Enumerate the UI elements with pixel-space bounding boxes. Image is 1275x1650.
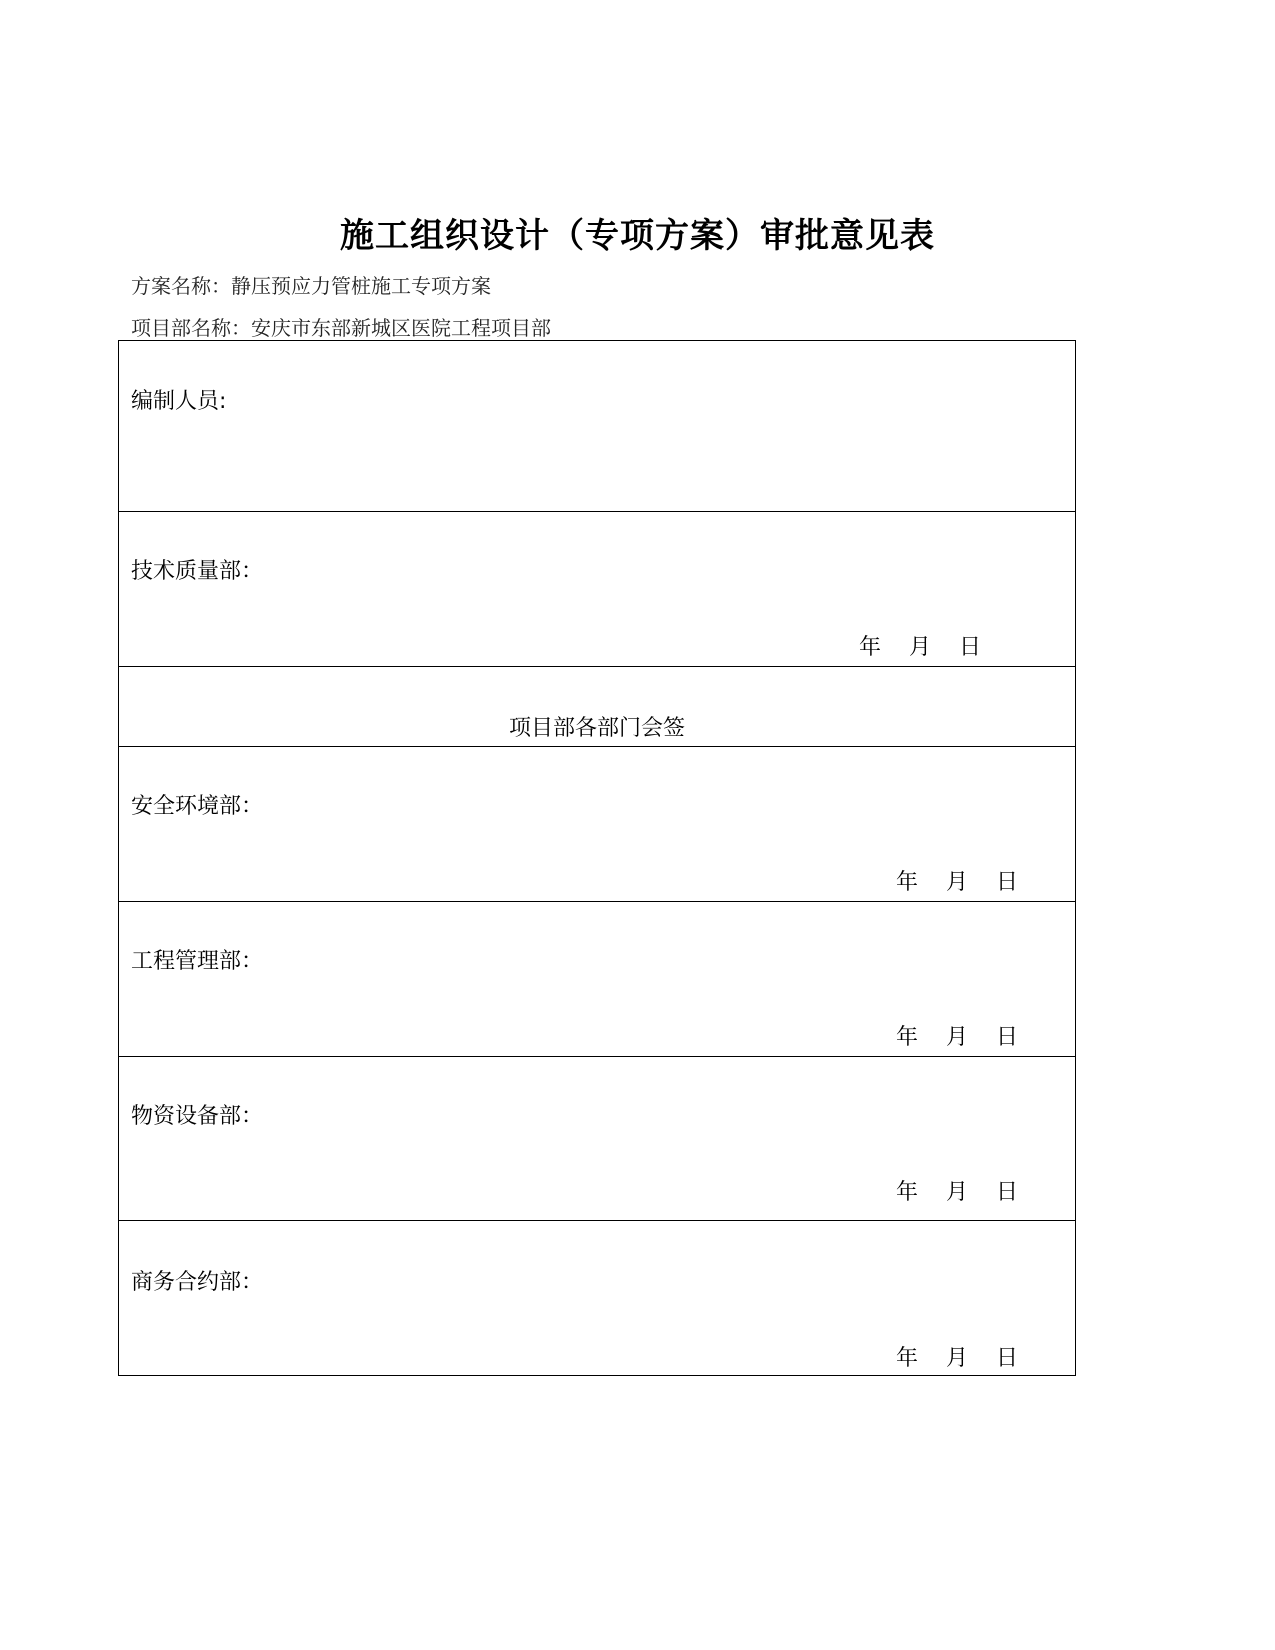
countersign-row (119, 667, 1075, 747)
safety-env-row (119, 747, 1075, 902)
commercial-row (119, 1221, 1075, 1377)
eng-mgmt-row (119, 902, 1075, 1057)
year-label: 年 (896, 1180, 919, 1205)
materials-date (896, 1175, 1018, 1206)
materials-row (119, 1057, 1075, 1221)
eng-mgmt-date (896, 1020, 1018, 1051)
safety-env-date (896, 865, 1018, 896)
day-label: 日 (996, 1346, 1019, 1371)
month-label: 月 (946, 870, 969, 895)
tech-quality-label: 技术质量部： (131, 559, 264, 584)
countersign-heading: 项目部各部门会签 (508, 716, 685, 741)
materials-label: 物资设备部： (131, 1104, 264, 1129)
year-label: 年 (859, 635, 882, 660)
month-label: 月 (946, 1025, 969, 1050)
tech-quality-date (859, 630, 981, 661)
commercial-label: 商务合约部： (131, 1270, 264, 1295)
month-label: 月 (946, 1346, 969, 1371)
day-label: 日 (996, 870, 1019, 895)
project-department: 项目部名称：安庆市东部新城区医院工程项目部 (131, 316, 551, 340)
safety-env-label: 安全环境部： (131, 794, 264, 819)
eng-mgmt-label: 工程管理部： (131, 949, 264, 974)
day-label: 日 (996, 1180, 1019, 1205)
day-label: 日 (996, 1025, 1019, 1050)
compiler-row (119, 341, 1075, 512)
commercial-date (896, 1341, 1018, 1372)
document-title: 施工组织设计（专项方案）审批意见表 (340, 216, 935, 256)
plan-name: 方案名称：静压预应力管桩施工专项方案 (131, 274, 491, 298)
month-label: 月 (946, 1180, 969, 1205)
year-label: 年 (896, 870, 919, 895)
approval-form (118, 340, 1076, 1376)
tech-quality-row (119, 512, 1075, 667)
day-label: 日 (959, 635, 982, 660)
compiler-label: 编制人员: (131, 389, 227, 414)
year-label: 年 (896, 1346, 919, 1371)
month-label: 月 (909, 635, 932, 660)
year-label: 年 (896, 1025, 919, 1050)
